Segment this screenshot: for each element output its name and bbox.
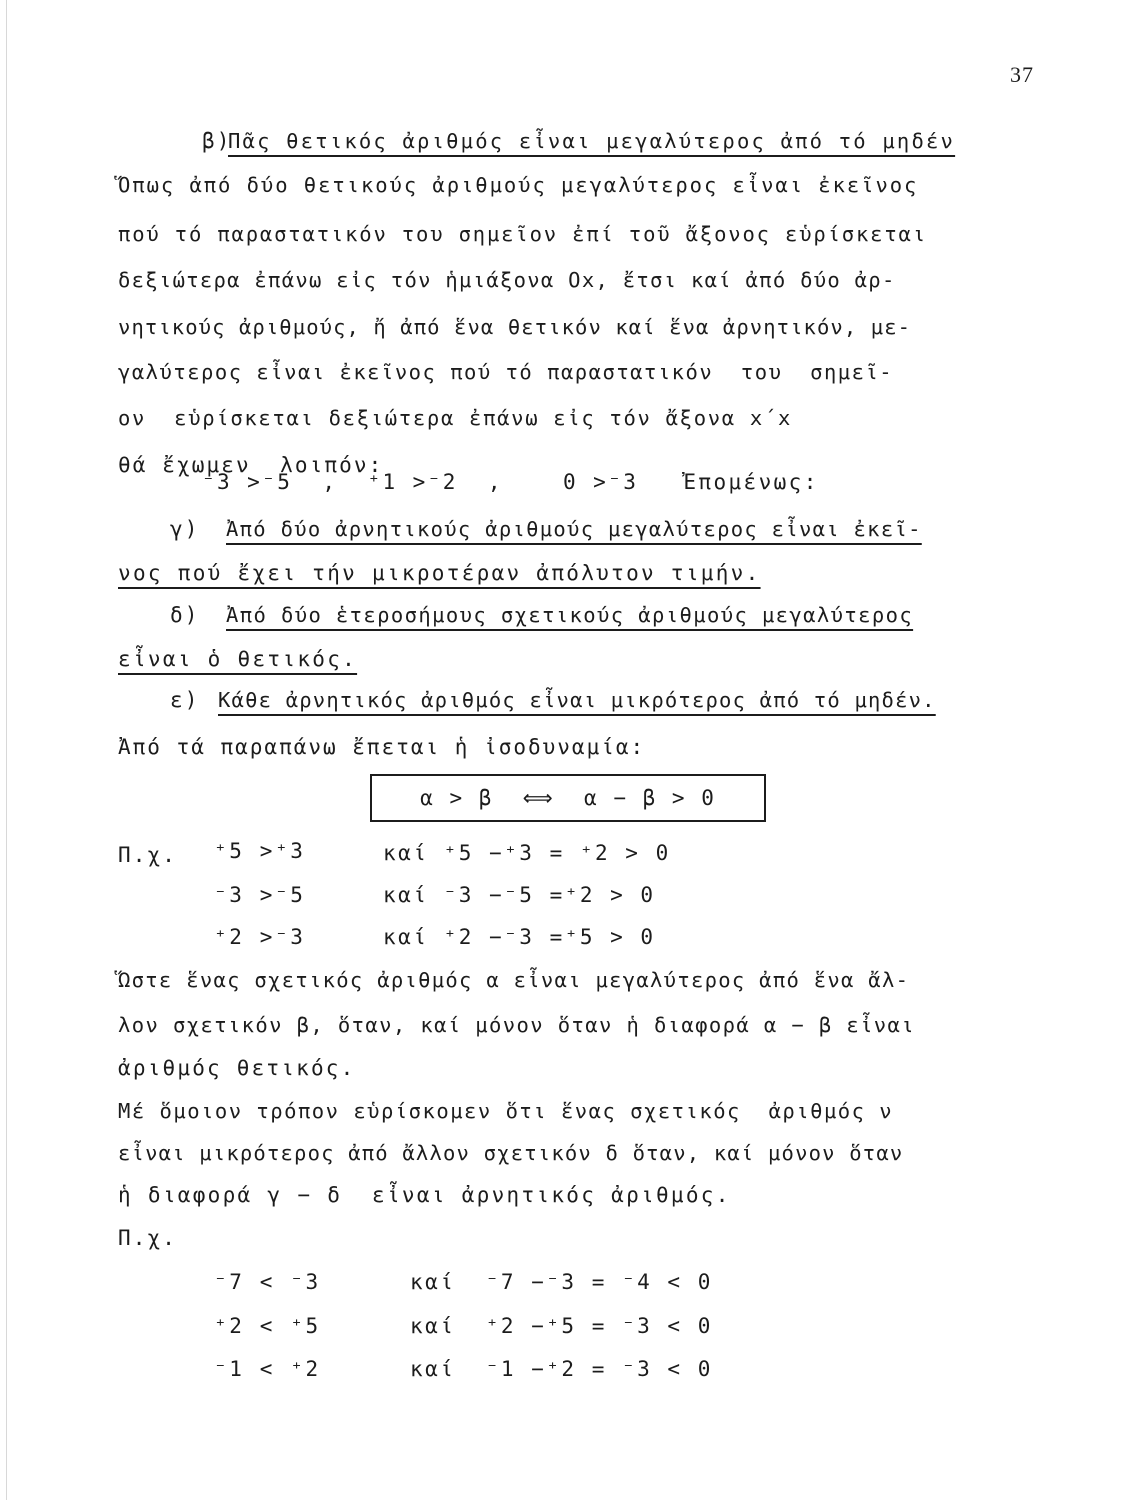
- example-2-inequality: ⁻3 >⁻5: [214, 883, 306, 907]
- example-4-difference: καί ⁻7 −⁻3 = ⁻4 < 0: [410, 1270, 713, 1294]
- text-line-5: νητικούς ἀριθμούς, ἤ ἀπό ἕνα θετικόν καί ἕνα ἀρνητικόν, με-: [118, 315, 912, 339]
- text-line-2: Ὅπως ἀπό δύο θετικούς ἀριθμούς μεγαλύτερος εἶναι ἐκεῖνος: [118, 173, 919, 197]
- text-line-24: εἶναι μικρότερος ἀπό ἄλλον σχετικόν δ ὅταν, καί μόνον ὅταν: [118, 1141, 904, 1165]
- text-line-22: ἀριθμός θετικός.: [118, 1056, 356, 1080]
- example-2-difference: καί ⁻3 −⁻5 =⁺2 > 0: [383, 883, 656, 907]
- item-gamma-label: γ): [170, 517, 200, 541]
- text-line-25: ἡ διαφορά γ − δ εἶναι ἀρνητικός ἀριθμός.: [118, 1183, 731, 1207]
- text-line-23: Μέ ὅμοιον τρόπον εὑρίσκομεν ὅτι ἕνας σχετικός ἀριθμός ν: [118, 1099, 894, 1123]
- example-1-difference: καί ⁺5 −⁺3 = ⁺2 > 0: [383, 841, 671, 865]
- example-5-difference: καί ⁺2 −⁺5 = ⁻3 < 0: [410, 1314, 713, 1338]
- text-line-6: γαλύτερος εἶναι ἐκεῖνος πού τό παραστατικόν του σημεῖ-: [118, 360, 894, 384]
- example-6-inequality: ⁻1 < ⁺2: [214, 1357, 321, 1381]
- item-gamma-rule-cont: νος πού ἔχει τήν μικροτέραν ἀπόλυτον τιμήν.: [118, 561, 761, 585]
- example-label-2: Π.χ.: [118, 1226, 177, 1250]
- example-1-inequality: ⁺5 >⁺3: [214, 839, 306, 863]
- example-4-inequality: ⁻7 < ⁻3: [214, 1270, 321, 1294]
- item-delta-label: δ): [170, 603, 200, 627]
- page-number: 37: [1010, 62, 1034, 87]
- page-edge: [6, 0, 7, 1500]
- item-delta-rule: Ἀπό δύο ἑτεροσήμους σχετικούς ἀριθμούς μεγαλύτερος: [226, 603, 914, 627]
- text-line-20: Ὥστε ἕνας σχετικός ἀριθμός α εἶναι μεγαλύτερος ἀπό ἕνα ἄλ-: [118, 968, 910, 992]
- text-line-3: πού τό παραστατικόν του σημεῖον ἐπί τοῦ ἄξονος εὑρίσκεται: [118, 222, 927, 246]
- item-epsilon-rule: Κάθε ἀρνητικός ἀριθμός εἶναι μικρότερος ἀπό τό μηδέν.: [218, 688, 936, 712]
- equivalence-intro: Ἀπό τά παραπάνω ἔπεται ἡ ἰσοδυναμία:: [118, 735, 646, 759]
- example-3-difference: καί ⁺2 −⁻3 =⁺5 > 0: [383, 925, 656, 949]
- text-line-7: ον εὑρίσκεται δεξιώτερα ἐπάνω εἰς τόν ἄξονα x΄x: [118, 406, 793, 430]
- text-line-8: θά ἔχωμεν λοιπόν:: [118, 453, 384, 477]
- text-line-21: λον σχετικόν β, ὅταν, καί μόνον ὅταν ἡ διαφορά α − β εἶναι: [118, 1013, 916, 1037]
- example-inequalities: ⁻3 >⁻5 , ⁺1 >⁻2 , 0 >⁻3 Ἐπομένως:: [202, 470, 819, 494]
- example-6-difference: καί ⁻1 −⁺2 = ⁻3 < 0: [410, 1357, 713, 1381]
- equivalence-formula-box: α > β ⟺ α − β > 0: [370, 774, 766, 822]
- example-label-1: Π.χ.: [118, 843, 177, 867]
- item-beta-rule: Πᾶς θετικός ἀριθμός εἶναι μεγαλύτερος ἀπό τό μηδέν: [228, 129, 956, 153]
- item-epsilon-label: ε): [170, 688, 200, 712]
- item-beta-label: β): [202, 129, 232, 153]
- item-delta-rule-cont: εἶναι ὁ θετικός.: [118, 647, 358, 671]
- example-3-inequality: ⁺2 >⁻3: [214, 925, 306, 949]
- text-line-4: δεξιώτερα ἐπάνω εἰς τόν ἡμιάξονα Οx, ἔτσι καί ἀπό δύο ἀρ-: [118, 268, 896, 292]
- example-5-inequality: ⁺2 < ⁺5: [214, 1314, 321, 1338]
- item-gamma-rule: Ἀπό δύο ἀρνητικούς ἀριθμούς μεγαλύτερος εἶναι ἐκεῖ-: [226, 517, 922, 541]
